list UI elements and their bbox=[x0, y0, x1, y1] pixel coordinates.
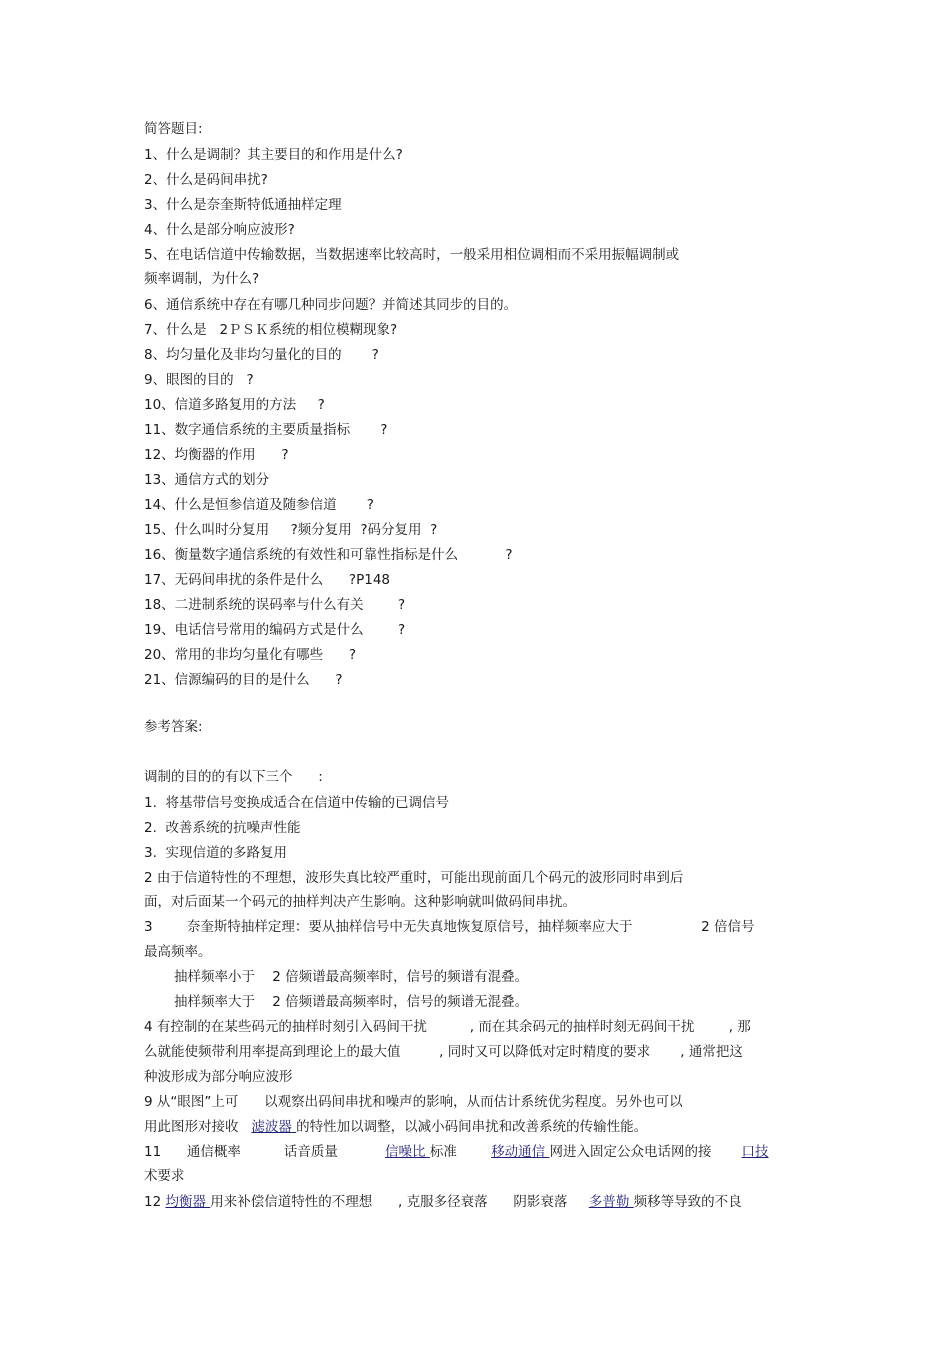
question-19: 19、电话信号常用的编码方式是什么 ? bbox=[144, 622, 406, 638]
question-6: 6、通信系统中存在有哪几种同步问题？并简述其同步的目的。 bbox=[144, 297, 518, 313]
question-5-line-1: 5、在电话信道中传输数据，当数据速率比较高时，一般采用相位调相而不采用振幅调制或 bbox=[144, 247, 680, 263]
answer-11-line-1: 11 通信概率 话音质量 信噪比 标准 移动通信 网进入固定公众电话网的接 口技 bbox=[144, 1144, 769, 1160]
section-title-answers: 参考答案: bbox=[144, 719, 203, 735]
answer-12-line-1: 12 均衡器 用来补偿信道特性的不理想 , 克服多径衰落 阴影衰落 多普勒 频移等导致的不良 bbox=[144, 1194, 742, 1210]
question-11: 11、数字通信系统的主要质量指标 ? bbox=[144, 422, 388, 438]
link-equalizer[interactable]: 均衡器 bbox=[165, 1194, 211, 1210]
question-20: 20、常用的非均匀量化有哪些 ? bbox=[144, 647, 357, 663]
answer-9-line-2: 用此图形对接收 滤波器 的特性加以调整，以减小码间串扰和改善系统的传输性能。 bbox=[144, 1119, 648, 1135]
answer-3-line-1: 3 奈奎斯特抽样定理：要从抽样信号中无失真地恢复原信号，抽样频率应大于 2 倍信号 bbox=[144, 919, 755, 935]
answer-3-aliasing: 抽样频率小于 2 倍频谱最高频率时，信号的频谱有混叠。 bbox=[144, 969, 529, 985]
question-1: 1、什么是调制？其主要目的和作用是什么? bbox=[144, 147, 403, 163]
question-7: 7、什么是 2ＰＳＫ系统的相位模糊现象? bbox=[144, 322, 398, 338]
question-12: 12、均衡器的作用 ? bbox=[144, 447, 289, 463]
answer-4-line-2: 么就能使频带利用率提高到理论上的最大值 , 同时又可以降低对定时精度的要求 , 通常把这 bbox=[144, 1044, 743, 1060]
question-14: 14、什么是恒参信道及随参信道 ? bbox=[144, 497, 374, 513]
question-5-line-2: 频率调制，为什么? bbox=[144, 271, 260, 287]
answer-11-line-2: 术要求 bbox=[144, 1168, 185, 1184]
link-interface[interactable]: 口技 bbox=[741, 1144, 769, 1160]
link-snr[interactable]: 信噪比 bbox=[385, 1144, 430, 1160]
answer-4-line-3: 种波形成为部分响应波形 bbox=[144, 1069, 293, 1085]
answer-2-line-2: 面，对后面某一个码元的抽样判决产生影响。这种影响就叫做码间串扰。 bbox=[144, 894, 576, 910]
question-13: 13、通信方式的划分 bbox=[144, 472, 270, 488]
section-title-questions: 简答题目: bbox=[144, 121, 203, 137]
link-doppler[interactable]: 多普勒 bbox=[588, 1194, 634, 1210]
answer-1-intro: 调制的目的的有以下三个 : bbox=[144, 769, 323, 785]
link-mobile-communication[interactable]: 移动通信 bbox=[491, 1144, 550, 1160]
answer-1-item-3: 3. 实现信道的多路复用 bbox=[144, 845, 287, 861]
question-3: 3、什么是奈奎斯特低通抽样定理 bbox=[144, 197, 342, 213]
question-17: 17、无码间串扰的条件是什么 ?P148 bbox=[144, 572, 390, 588]
question-21: 21、信源编码的目的是什么 ? bbox=[144, 672, 343, 688]
question-16: 16、衡量数字通信系统的有效性和可靠性指标是什么 ? bbox=[144, 547, 513, 563]
answer-3-line-2: 最高频率。 bbox=[144, 944, 212, 960]
question-2: 2、什么是码间串扰? bbox=[144, 172, 268, 188]
question-9: 9、眼图的目的 ? bbox=[144, 372, 254, 388]
question-10: 10、信道多路复用的方法 ? bbox=[144, 397, 325, 413]
answer-3-no-aliasing: 抽样频率大于 2 倍频谱最高频率时，信号的频谱无混叠。 bbox=[144, 994, 529, 1010]
question-8: 8、均匀量化及非均匀量化的目的 ? bbox=[144, 347, 379, 363]
answer-4-line-1: 4 有控制的在某些码元的抽样时刻引入码间干扰 , 而在其余码元的抽样时刻无码间干扰 , 那 bbox=[144, 1019, 751, 1035]
answer-2-line-1: 2 由于信道特性的不理想，波形失真比较严重时，可能出现前面几个码元的波形同时串到后 bbox=[144, 870, 684, 886]
answer-1-item-1: 1. 将基带信号变换成适合在信道中传输的已调信号 bbox=[144, 795, 449, 811]
question-15: 15、什么叫时分复用 ?频分复用 ?码分复用 ? bbox=[144, 522, 438, 538]
link-filter[interactable]: 滤波器 bbox=[251, 1119, 297, 1135]
question-18: 18、二进制系统的误码率与什么有关 ? bbox=[144, 597, 406, 613]
question-4: 4、什么是部分响应波形? bbox=[144, 222, 295, 238]
answer-9-line-1: 9 从“眼图”上可 以观察出码间串扰和噪声的影响，从而估计系统优劣程度。另外也可以 bbox=[144, 1094, 683, 1110]
answer-1-item-2: 2. 改善系统的抗噪声性能 bbox=[144, 820, 301, 836]
